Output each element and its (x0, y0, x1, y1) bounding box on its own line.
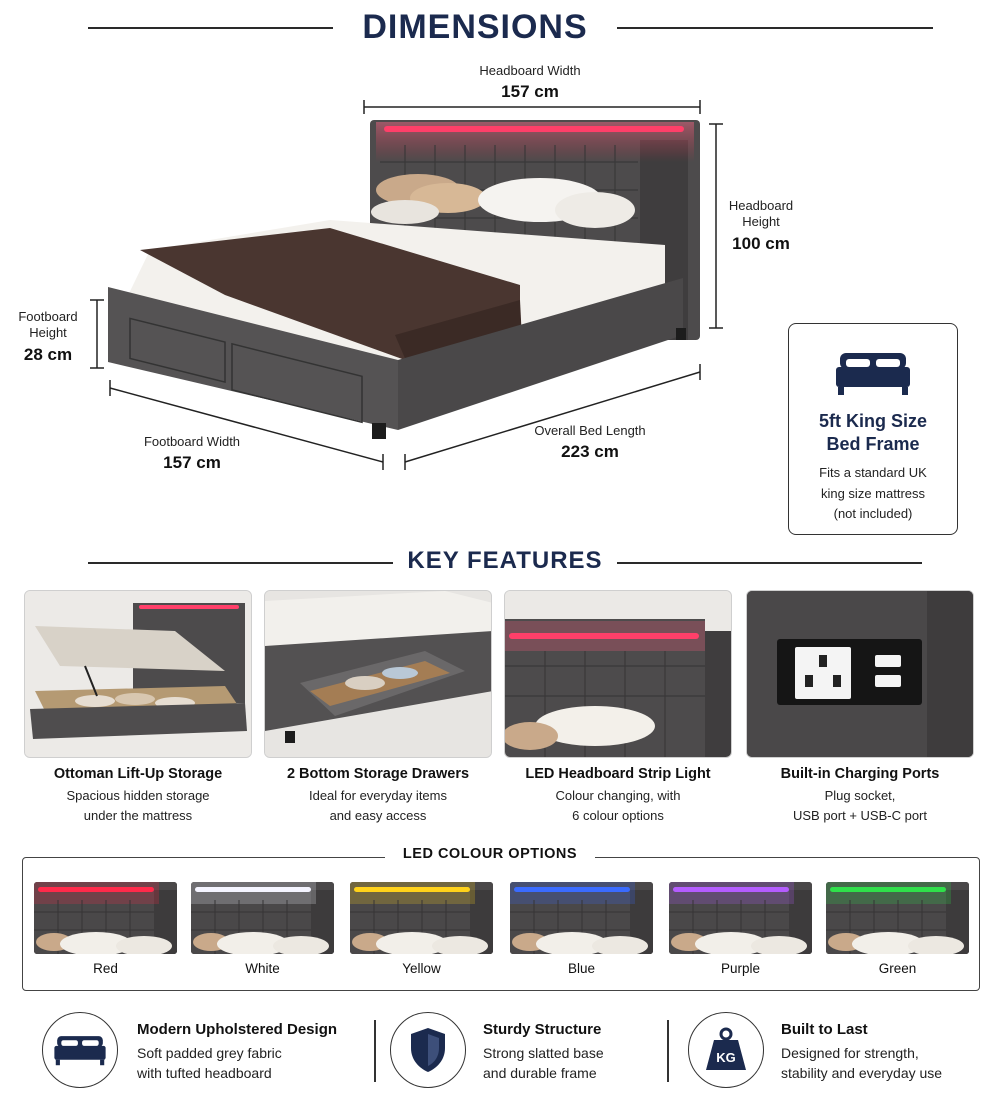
sturdy-title: Sturdy Structure (483, 1021, 602, 1038)
overall-length-label: Overall Bed Length 223 cm (534, 423, 646, 462)
sturdy-badge-circle (390, 1012, 466, 1088)
led-headboard-image (504, 590, 732, 758)
led-swatch-green (826, 882, 969, 954)
key-features-title: KEY FEATURES (407, 547, 603, 574)
built-to-last-title: Built to Last (781, 1021, 868, 1038)
footboard-height-label: Footboard Height 28 cm (18, 309, 78, 364)
bed-icon (834, 349, 912, 397)
headboard-height-label: Headboard Height 100 cm (728, 198, 794, 253)
shield-icon (408, 1026, 448, 1074)
feature-charging: Built-in Charging Ports Plug socket, USB port + USB-C port (780, 766, 940, 824)
card-description: Fits a standard UK king size mattress (not included) (819, 464, 927, 522)
led-swatch-yellow (350, 882, 493, 954)
bed-icon (53, 1032, 107, 1068)
led-options-title: LED COLOUR OPTIONS (385, 846, 595, 862)
built-to-last-badge-circle (688, 1012, 764, 1088)
feature-led: LED Headboard Strip Light Colour changing, with 6 colour options (525, 766, 711, 824)
led-swatch-red (34, 882, 177, 954)
ottoman-storage-image (24, 590, 252, 758)
led-swatch-label: Purple (720, 961, 761, 976)
footboard-width-label: Footboard Width 157 cm (143, 434, 241, 473)
weight-icon (702, 1026, 750, 1074)
king-size-info-card (788, 323, 958, 535)
led-swatch-label: Yellow (402, 961, 441, 976)
charging-ports-image (746, 590, 974, 758)
upholstered-title: Modern Upholstered Design (137, 1021, 338, 1038)
feature-drawers: 2 Bottom Storage Drawers Ideal for everyday items and easy access (286, 766, 470, 824)
upholstered-badge-circle (42, 1012, 118, 1088)
led-swatch-blue (510, 882, 653, 954)
led-swatch-purple (669, 882, 812, 954)
features-rule-right (617, 562, 922, 564)
storage-drawers-image (264, 590, 492, 758)
led-swatch-white (191, 882, 334, 954)
features-rule-left (88, 562, 393, 564)
sturdy-desc: Strong slatted base and durable frame (483, 1045, 604, 1082)
card-title: 5ft King Size Bed Frame (818, 411, 927, 455)
led-swatch-label: Blue (567, 961, 596, 976)
headboard-width-label: Headboard Width 157 cm (479, 63, 581, 102)
dimensions-title: DIMENSIONS (362, 8, 588, 46)
led-swatch-label: White (245, 961, 280, 976)
feature-ottoman: Ottoman Lift-Up Storage Spacious hidden storage under the mattress (53, 766, 223, 824)
upholstered-desc: Soft padded grey fabric with tufted headboard (137, 1045, 282, 1082)
badge-divider (667, 1020, 669, 1082)
led-swatch-label: Green (878, 961, 917, 976)
kg-label: KG (716, 1050, 736, 1065)
led-swatch-label: Red (93, 961, 118, 976)
badge-divider (374, 1020, 376, 1082)
built-to-last-desc: Designed for strength, stability and everyday use (781, 1045, 943, 1082)
